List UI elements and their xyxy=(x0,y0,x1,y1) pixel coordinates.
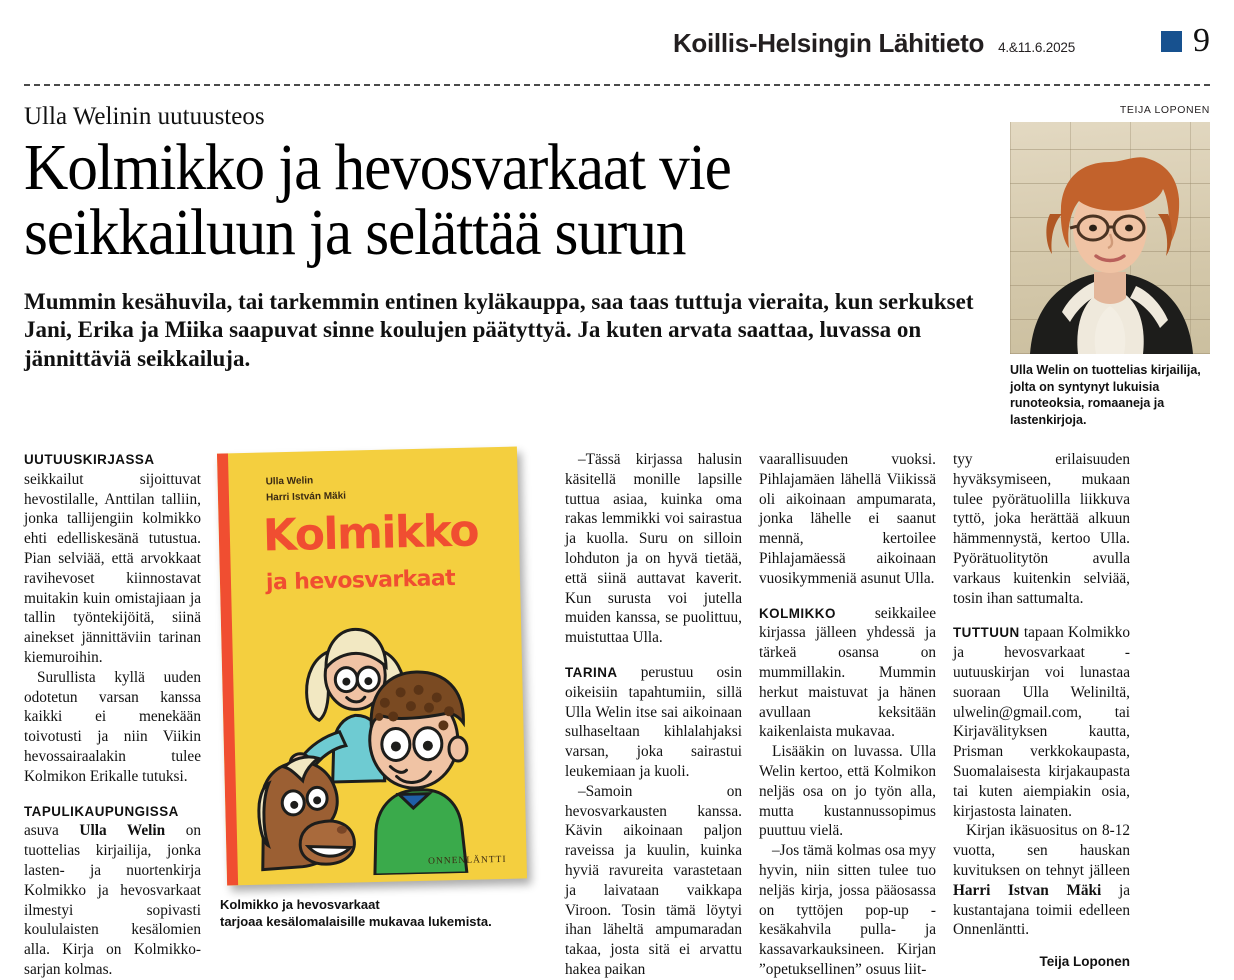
article-ingress: Mummin kesähuvila, tai tarkemmin entinen kyläkauppa, saa taas tuttuja vieraita, kun serkukset Jani, Erika ja Miika saapuvat sinne koulujen päätyttyä. Ja kuten arvata saattaa, luvassa on jännittäviä seikkailuja. xyxy=(24,288,974,371)
paragraph xyxy=(759,841,936,980)
book-authors xyxy=(265,473,346,506)
article-headline xyxy=(24,131,913,269)
book-title: Kolmikko xyxy=(262,505,479,562)
paragraph xyxy=(565,450,742,648)
paragraph xyxy=(565,663,742,782)
paragraph xyxy=(759,450,936,589)
publication-title: Koillis-Helsingin Lähitieto xyxy=(672,27,985,58)
page-marker xyxy=(1161,24,1210,58)
article-header xyxy=(24,104,1210,428)
article-kicker: Ulla Welinin uutuusteos xyxy=(24,103,265,130)
book-cover-illustration-icon xyxy=(241,602,522,878)
paragraph-text: –Tässä kirjassa halusin käsitellä monille lapsille tuttua asiaa, kuinka oma rakas lemmikki voi sairastua ja kuolla. Suru on silloin lohduton ja on hyvä tietää, että siinä auttavat kaverit. Kun surusta voi jutella muiden kanssa, se puolittuu, muistuttaa Ulla. xyxy=(565,451,742,647)
page-number: 9 xyxy=(1193,22,1210,59)
book-cover-image xyxy=(217,447,527,886)
highlighted-name: Harri Istvan Mäki xyxy=(953,881,1102,899)
paragraph xyxy=(24,802,201,980)
issue-date: 4.&11.6.2025 xyxy=(998,39,1075,55)
book-caption xyxy=(220,896,548,931)
paragraph-text: tyy erilaisuuden hyväksymiseen, mukaan tulee pyörätuolilla liikkuva tyttö, joka herättää alkuun hämmennystä, kertoo Ulla. Pyörätuolitytön avulla varkaus kuitenkin selviää, tosin ihan sattumalta. xyxy=(953,451,1130,607)
headline-line-1: Kolmikko ja hevosvarkaat vie xyxy=(24,131,731,205)
book-figure xyxy=(218,450,548,931)
paragraph-lead-in: KOLMIKKO xyxy=(759,605,836,621)
page-marker-square-icon xyxy=(1161,31,1182,52)
paragraph-text: Kirjan ikäsuositus on 8-12 vuotta, sen hauskan kuvituksen on tehnyt jälleen xyxy=(953,822,1130,879)
article-byline: Teija Loponen xyxy=(1039,954,1130,970)
paragraph xyxy=(953,821,1130,940)
book-subtitle: ja hevosvarkaat xyxy=(265,566,456,596)
body-column-3 xyxy=(565,450,742,980)
book-author-1: Ulla Welin xyxy=(265,475,314,488)
paragraph-text: Surullista kyllä uuden odotetun varsan kanssa kaikki ei menekään toivotusti ja niin Viikin hevossairaalakin tulee Kolmikon Erikalle tutuksi. xyxy=(24,668,201,785)
book-publisher: ONNENLÄNTTI xyxy=(427,854,507,867)
paragraph-lead-in: UUTUUSKIRJASSA xyxy=(24,452,155,467)
paragraph-lead-in: TUTTUUN xyxy=(953,625,1020,641)
body-column-4 xyxy=(759,450,936,980)
portrait-block xyxy=(1010,104,1210,428)
headline-block xyxy=(24,104,990,428)
paragraph xyxy=(953,450,1130,608)
book-author-2: Harri István Mäki xyxy=(265,490,347,503)
book-caption-line-2: tarjoaa kesälomalaisille mukavaa lukemista. xyxy=(220,914,492,930)
paragraph-text: vaarallisuuden vuoksi. Pihlajamäen lähellä Viikissä oli aikoinaan ampumarata, jonka lähelle ei saanut mennä, kertoilee Pihlajamäessä aikoinaan vuosikymmeniä asunut Ulla. xyxy=(759,451,936,587)
paragraph-text-cont: ja kustantajana toimii edelleen Onnenläntti. xyxy=(953,881,1130,939)
paragraph-lead-in: TAPULIKAUPUNGISSA xyxy=(24,803,179,819)
paragraph-text: –Samoin on hevosvarkausten kanssa. Kävin aikoinaan paljon raveissa ja kuulin, kuinka hyviä ravureita varastetaan ja laivataan vaikkapa Viroon. Tosin tämä löytyi ihan läheltä ampumaradan takaa, josta sitä ei arvattu hakea paikan xyxy=(565,782,742,978)
paragraph xyxy=(565,782,742,980)
paragraph-text-cont: on tuottelias kirjailija, jonka lasten- ja nuortenkirja Kolmikko ja hevosvarkaat ilmestyi sopivasti koululaisten kesälomien alla. Kirja on Kolmikko-sarjan kolmas. xyxy=(24,822,202,978)
body-column-1 xyxy=(24,450,201,980)
book-caption-line-1: Kolmikko ja hevosvarkaat xyxy=(220,897,380,912)
paragraph-text: –Jos tämä kolmas osa myy hyvin, niin sitten tulee tuo neljäs kirja, jossa pääosassa on tyttöjen pop-up -kesäkahvila pulla- ja kassavarkauksineen. Kirjan ”opetuksellinen” osuus liit- xyxy=(759,842,937,978)
paragraph xyxy=(759,604,936,743)
paragraph xyxy=(24,450,201,668)
paragraph-text: Lisääkin on luvassa. Ulla Welin kertoo, että Kolmikon neljäs osa on jo työn alla, mutta kustannussopimus puuttuu vielä. xyxy=(759,743,936,840)
paragraph-text: seikkailee kirjassa jälleen yhdessä ja tärkeä osansa on mummillakin. Mummin herkut maistuvat ja hänen avullaan keksitään kaikenlaista mukavaa. xyxy=(759,604,936,741)
paragraph-text: perustuu osin oikeisiin tapahtumiin, sillä Ulla Welin itse sai aikoinaan sulhaseltaan kihlalahjaksi varsan, joka sairastui leukemiaan ja kuoli. xyxy=(565,663,742,780)
masthead xyxy=(24,0,1210,72)
photo-credit: TEIJA LOPONEN xyxy=(1119,104,1210,116)
paragraph-text: asuva xyxy=(24,822,80,840)
highlighted-name: Ulla Welin xyxy=(79,822,166,840)
paragraph xyxy=(24,668,201,787)
portrait-illustration-icon xyxy=(1010,122,1210,354)
book-cover-wrapper xyxy=(222,450,534,882)
portrait-caption: Ulla Welin on tuottelias kirjailija, jolta on syntynyt lukuisia runoteoksia, romaaneja ja lastenkirjoja. xyxy=(1010,363,1201,427)
body-column-5 xyxy=(953,450,1130,969)
masthead-divider xyxy=(24,84,1210,86)
book-spine xyxy=(217,453,238,885)
paragraph xyxy=(759,742,936,841)
article-body xyxy=(24,450,1210,980)
paragraph xyxy=(953,623,1130,821)
portrait-photo xyxy=(1010,122,1210,354)
paragraph-lead-in: TARINA xyxy=(565,664,618,680)
headline-line-2: seikkailuun ja selättää surun xyxy=(24,195,686,269)
paragraph-text: tapaan Kolmikko ja hevosvarkaat -uutuuskirjan voi lunastaa suoraan Ulla Weliniltä, ulwelin@gmail.com, tai Kirjavälityksen kautta, Prisman verkkokaupasta, Suomalaisesta kirjakaupasta tai kuten aiempiakin osia, kirjastosta lainaten. xyxy=(953,624,1130,820)
paragraph-text: seikkailut sijoittuvat hevostilalle, Anttilan talliin, jonka tallijengiin kolmikko ehti edelliskesänä tutustua. Pian selviää, että arvokkaat ravihevoset kiinnostavat muitakin kuin omistajiaan ja tallin työntekijöitä, siinä ainekset jännittäviin tarinan kiemuroihin. xyxy=(24,470,201,666)
